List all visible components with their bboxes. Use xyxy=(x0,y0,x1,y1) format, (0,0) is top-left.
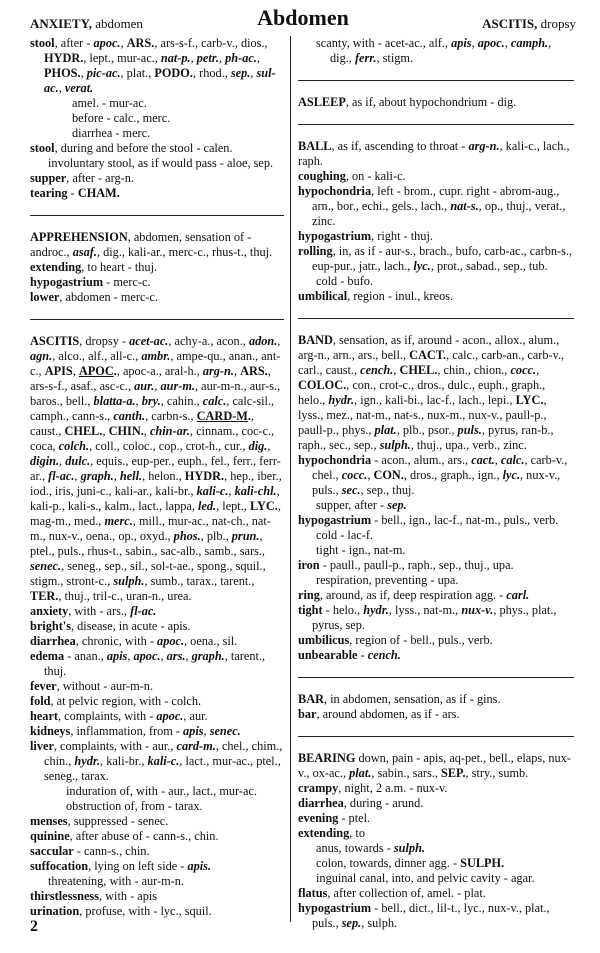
entry: umbilical, region - inul., kreos. xyxy=(298,289,454,303)
entry: stool, during and before the stool - calen. xyxy=(30,141,233,155)
entry: involuntary stool, as if would pass - aloe, sep. xyxy=(48,156,274,170)
entry: BEARING down, pain - apis, aq-pet., bell., elaps, nux-v., ox-ac., plat., sabin., sars., SEP., stry., sumb. xyxy=(298,751,571,780)
entry: colon, towards, dinner agg. - SULPH. xyxy=(316,856,505,870)
entry: inguinal canal, into, and pelvic cavity - agar. xyxy=(316,871,535,885)
entry: fold, at pelvic region, with - colch. xyxy=(30,694,202,708)
entry: umbilicus, region of - bell., puls., verb. xyxy=(298,633,493,647)
entry: menses, suppressed - senec. xyxy=(30,814,169,828)
entry: cold - lac-f. xyxy=(316,528,374,542)
running-header xyxy=(30,5,576,34)
entry: tearing - CHAM. xyxy=(30,186,120,200)
entry: thirstlessness, with - apis xyxy=(30,889,158,903)
entry: coughing, on - kali-c. xyxy=(298,169,406,183)
entry: hypogastrium - bell., ign., lac-f., nat-m., puls., verb. xyxy=(298,513,559,527)
entry xyxy=(298,110,574,139)
entry: ASCITIS, dropsy - acet-ac., achy-a., acon., adon., agn., alco., alf., all-c., ambr., ampe-qu., anan., ant-c., APIS, APOC., apoc-a., aral-h., arg-n., ARS., ars-s-f., asaf., asc-c., aur., aur-m., aur-m-n., aur-s., baros., bell., blatta-a., bry., cahin., calc., calc-sil., camph., cann-s., canth., carbn-s., CARD-M., caust., CHEL., CHIN., chin-ar., cinnam., coc-c., coca, colch., coll., coloc., cop., crot-h., cur., dig., digin., dulc., equis., eup-per., euph., fel., ferr., ferr-ar., fl-ac., graph., hell., helon., HYDR., hep., iber., iod., iris, juni-c., kali-ar., kali-br., kali-c., kali-chl., kali-p., kali-s., kalm., lact., lappa, led., lept., LYC., mag-m., med., merc., mill., mur-ac., nat-ch., nat-m., nux-v., oena., op., oxyd., phos., plb., prun., ptel., puls., rhus-t., sabin., sac-alb., samb., sars., senec., seneg., sep., sil., sol-t-ae., spong., squil., stigm., stront-c., sulph., sumb., tarax., tarent., TER., thuj., tril-c., uran-n., urea. xyxy=(30,334,282,603)
entry: bar, around abdomen, as if - ars. xyxy=(298,707,460,721)
entry: hypochondria, left - brom., cupr. right - abrom-aug., arn., bor., echi., gels., lach., nat-s., op., thuj., verat., zinc. xyxy=(298,184,566,228)
entry xyxy=(298,722,574,751)
entry: stool, after - apoc., ARS., ars-s-f., carb-v., dios., HYDR., lept., mur-ac., nat-p., petr., ph-ac., PHOS., pic-ac., plat., PODO., rhod., sep., sul-ac., verat. xyxy=(30,36,276,95)
entry: tight - ign., nat-m. xyxy=(316,543,406,557)
entry: anxiety, with - ars., fl-ac. xyxy=(30,604,157,618)
left-column xyxy=(30,36,284,919)
entry: anus, towards - sulph. xyxy=(316,841,425,855)
entry: ASLEEP, as if, about hypochondrium - dig. xyxy=(298,95,517,109)
entry: urination, profuse, with - lyc., squil. xyxy=(30,904,212,918)
entry: rolling, in, as if - aur-s., brach., bufo, carb-ac., carbn-s., eup-pur., jatr., lach., lyc., prot., sabad., sep., tub. xyxy=(298,244,573,273)
entry: extending, to heart - thuj. xyxy=(30,260,158,274)
header-left-term: ANXIETY, xyxy=(30,16,93,31)
entry: amel. - mur-ac. xyxy=(72,96,147,110)
entry: crampy, night, 2 a.m. - nux-v. xyxy=(298,781,448,795)
right-column xyxy=(298,36,574,931)
entry: extending, to xyxy=(298,826,365,840)
entry: obstruction of, from - tarax. xyxy=(66,799,203,813)
entry: iron - paull., paull-p., raph., sep., thuj., upa. xyxy=(298,558,514,572)
entry: scanty, with - acet-ac., alf., apis, apoc., camph., dig., ferr., stigm. xyxy=(316,36,552,65)
header-right xyxy=(482,16,576,31)
entry: flatus, after collection of, amel. - plat. xyxy=(298,886,486,900)
entry xyxy=(298,66,574,95)
entry xyxy=(30,201,284,230)
entry: induration of, with - aur., lact., mur-ac. xyxy=(66,784,257,798)
entry: BAR, in abdomen, sensation, as if - gins. xyxy=(298,692,501,706)
entry: lower, abdomen - merc-c. xyxy=(30,290,159,304)
entry: diarrhea, during - arund. xyxy=(298,796,424,810)
entry xyxy=(298,663,574,692)
header-right-sub: dropsy xyxy=(537,16,576,31)
entry: quinine, after abuse of - cann-s., chin. xyxy=(30,829,219,843)
entry: BALL, as if, ascending to throat - arg-n., kali-c., lach., raph. xyxy=(298,139,570,168)
entry: evening - ptel. xyxy=(298,811,371,825)
entry: tight - helo., hydr., lyss., nat-m., nux-v., phys., plat., pyrus, sep. xyxy=(298,603,557,632)
column-divider xyxy=(290,36,291,922)
entry: APPREHENSION, abdomen, sensation of - androc., asaf., dig., kali-ar., merc-c., rhus-t., thuj. xyxy=(30,230,273,259)
entry: heart, complaints, with - apoc., aur. xyxy=(30,709,208,723)
entry: threatening, with - aur-m-n. xyxy=(48,874,184,888)
entry: fever, without - aur-m-n. xyxy=(30,679,154,693)
entry: hypogastrium, right - thuj. xyxy=(298,229,433,243)
entry: unbearable - cench. xyxy=(298,648,401,662)
entry: kidneys, inflammation, from - apis, senec. xyxy=(30,724,241,738)
entry: saccular - cann-s., chin. xyxy=(30,844,150,858)
entry: suffocation, lying on left side - apis. xyxy=(30,859,212,873)
entry: hypochondria - acon., alum., ars., cact., calc., carb-v., chel., cocc., CON., dros., graph., ign., lyc., nux-v., puls., sec., sep., thuj. xyxy=(298,453,568,497)
header-title: Abdomen xyxy=(257,5,349,30)
entry: hypogastrium - bell., dict., lil-t., lyc., nux-v., plat., puls., sep., sulph. xyxy=(298,901,550,930)
entry: diarrhea - merc. xyxy=(72,126,151,140)
header-right-term: ASCITIS, xyxy=(482,16,538,31)
entry: bright's, disease, in acute - apis. xyxy=(30,619,191,633)
page-number: 2 xyxy=(30,918,38,935)
entry: respiration, preventing - upa. xyxy=(316,573,459,587)
entry: BAND, sensation, as if, around - acon., allox., alum., arg-n., arn., ars., bell., CACT., calc., carb-an., carb-v., carl., caust., cench., CHEL., chin., chion., cocc., COLOC., con., crot-c., dros., dulc., euph., graph., helo., hydr., ign., kali-bi., lac-f., lach., lepi., LYC., lyss., mez., nat-m., nat-s., nux-m., nux-v., paull-p., paull-p., phys., plat., plb., psor., puls., pyrus, ran-b., raph., sec., sep., sulph., thuj., upa., verb., zinc. xyxy=(298,333,565,452)
entry xyxy=(298,304,574,333)
entry: cold - bufo. xyxy=(316,274,374,288)
entry: supper, after - sep. xyxy=(316,498,407,512)
entry: liver, complaints, with - aur., card-m., chel., chim., chin., hydr., kali-br., kali-c., lact., mur-ac., ptel., seneg., tarax. xyxy=(30,739,283,783)
entry: ring, around, as if, deep respiration agg. - carl. xyxy=(298,588,530,602)
header-left-sub: abdomen xyxy=(92,16,143,31)
entry: supper, after - arg-n. xyxy=(30,171,134,185)
entry: before - calc., merc. xyxy=(72,111,171,125)
entry: hypogastrium - merc-c. xyxy=(30,275,151,289)
entry: edema - anan., apis, apoc., ars., graph., tarent., thuj. xyxy=(30,649,266,678)
entry xyxy=(30,305,284,334)
entry: diarrhea, chronic, with - apoc., oena., sil. xyxy=(30,634,238,648)
